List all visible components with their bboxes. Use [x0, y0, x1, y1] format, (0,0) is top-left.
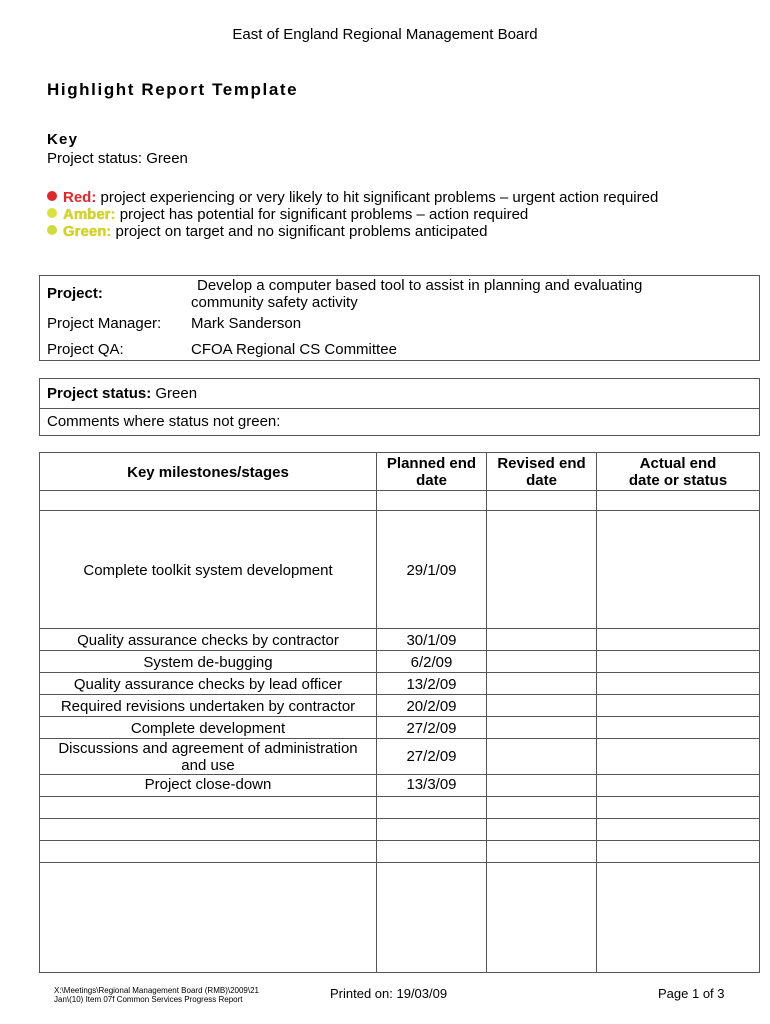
row-divider — [40, 862, 759, 863]
header-revised-end — [487, 455, 596, 489]
footer-page-number: Page 1 of 3 — [658, 986, 725, 1001]
row-divider — [40, 672, 759, 673]
milestone-stage: Quality assurance checks by contractor — [77, 632, 339, 649]
legend-green-label: Green: — [63, 223, 112, 240]
footer-path-line1: X:\Meetings\Regional Management Board (RMB)\2009\21 — [54, 986, 259, 995]
project-manager-value: Mark Sanderson — [191, 315, 302, 332]
legend-green-text: project on target and no significant problems anticipated — [115, 223, 488, 240]
legend-amber-text: project has potential for significant problems – action required — [119, 206, 529, 223]
milestone-planned-date: 30/1/09 — [406, 632, 457, 649]
milestone-stage: Complete toolkit system development — [83, 562, 333, 579]
milestone-stage: Project close-down — [144, 776, 272, 793]
row-divider — [40, 650, 759, 651]
project-details-box — [39, 275, 760, 361]
key-project-status: Project status: Green — [47, 150, 188, 167]
header-actual-line2: date or status — [628, 472, 728, 489]
project-manager-label: Project Manager: — [47, 315, 162, 332]
board-name: East of England Regional Management Board — [232, 26, 538, 43]
milestone-planned-date: 27/2/09 — [406, 720, 457, 737]
project-label: Project: — [47, 285, 103, 302]
milestone-stage-line1: Discussions and agreement of administration — [58, 740, 358, 757]
milestone-planned-date: 20/2/09 — [406, 698, 457, 715]
legend-red-text: project experiencing or very likely to hit significant problems – urgent action required — [100, 189, 659, 206]
milestones-table — [39, 452, 760, 973]
row-divider — [40, 796, 759, 797]
project-qa-value: CFOA Regional CS Committee — [191, 341, 397, 358]
project-description-line2: community safety activity — [191, 294, 358, 311]
key-heading: Key — [47, 131, 79, 148]
comments-label: Comments where status not green: — [47, 413, 281, 430]
milestone-planned-date: 6/2/09 — [410, 654, 453, 671]
milestone-stage: System de-bugging — [143, 654, 273, 671]
milestone-planned-date: 13/3/09 — [406, 776, 457, 793]
green-status-dot-icon — [47, 225, 57, 235]
amber-status-dot-icon — [47, 208, 57, 218]
header-planned-line1: Planned end — [386, 455, 477, 472]
project-status-label: Project status: — [47, 385, 152, 402]
row-divider — [40, 694, 759, 695]
milestone-stage: Required revisions undertaken by contractor — [60, 698, 356, 715]
header-key-milestones: Key milestones/stages — [127, 464, 289, 481]
legend-red — [47, 189, 658, 206]
header-planned-line2: date — [416, 472, 447, 489]
row-divider — [40, 510, 759, 511]
legend-amber-label: Amber: — [63, 206, 116, 223]
milestone-stage: Quality assurance checks by lead officer — [73, 676, 343, 693]
header-revised-line1: Revised end — [497, 455, 586, 472]
footer-file-path — [54, 986, 259, 1004]
milestone-stage — [40, 740, 376, 774]
row-divider — [40, 490, 759, 491]
project-description-line1: Develop a computer based tool to assist in planning and evaluating — [197, 277, 643, 294]
milestone-planned-date: 13/2/09 — [406, 676, 457, 693]
project-status-value: Green — [155, 385, 198, 402]
project-status-line — [47, 385, 197, 402]
project-qa-label: Project QA: — [47, 341, 124, 358]
legend-red-label: Red: — [63, 189, 97, 206]
status-divider — [40, 408, 759, 409]
footer-path-line2: Jan\(10) Item 07f Common Services Progress Report — [54, 995, 243, 1004]
milestone-stage: Complete development — [130, 720, 286, 737]
row-divider — [40, 840, 759, 841]
row-divider — [40, 774, 759, 775]
row-divider — [40, 738, 759, 739]
header-planned-end — [377, 455, 486, 489]
row-divider — [40, 818, 759, 819]
milestone-planned-date: 27/2/09 — [406, 748, 457, 765]
footer-printed-on: Printed on: 19/03/09 — [330, 986, 448, 1001]
report-title: Highlight Report Template — [47, 80, 299, 99]
milestone-stage-line2: and use — [181, 757, 235, 774]
red-status-dot-icon — [47, 191, 57, 201]
header-actual-end — [597, 455, 759, 489]
legend-green — [47, 223, 487, 240]
column-divider — [596, 453, 597, 972]
row-divider — [40, 716, 759, 717]
legend-amber — [47, 206, 528, 223]
project-status-box — [39, 378, 760, 436]
header-revised-line2: date — [526, 472, 557, 489]
milestone-planned-date: 29/1/09 — [406, 562, 457, 579]
column-divider — [486, 453, 487, 972]
row-divider — [40, 628, 759, 629]
header-actual-line1: Actual end — [639, 455, 717, 472]
